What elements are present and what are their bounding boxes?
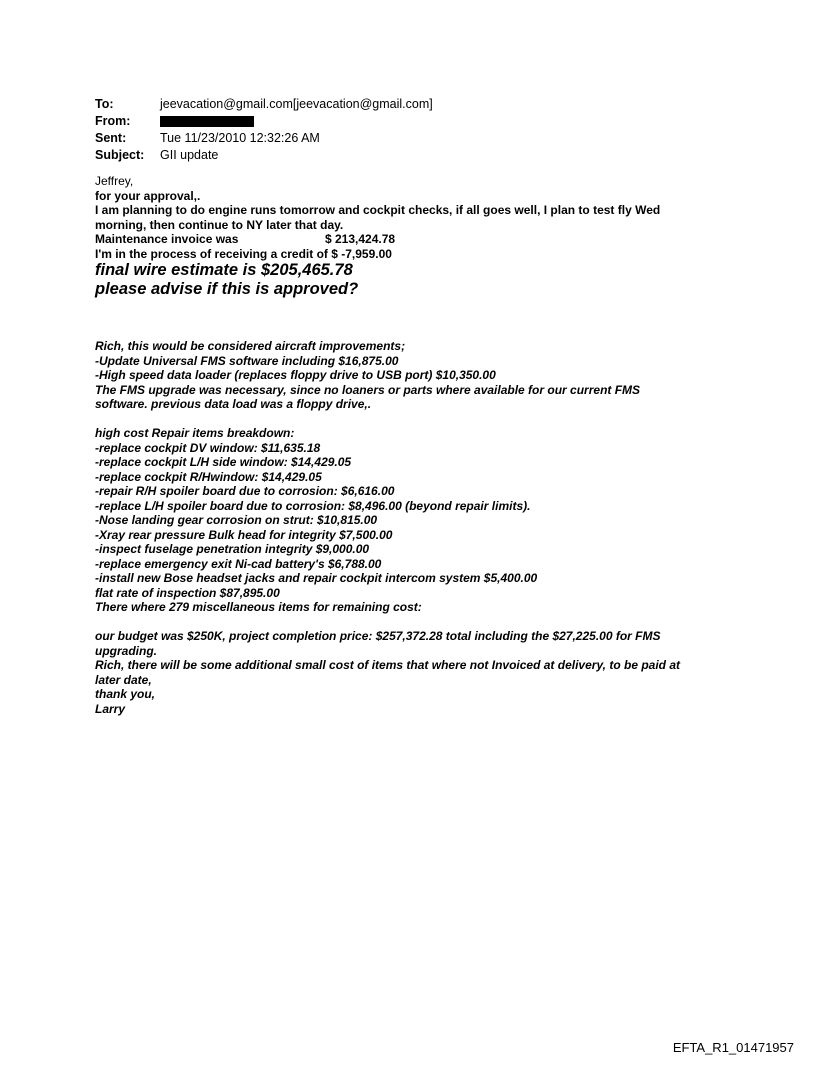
greeting: Jeffrey, (95, 174, 134, 188)
subject-label: Subject: (95, 148, 145, 162)
repair-line: -inspect fuselage penetration integrity $9,000.00 (95, 542, 370, 556)
closing-block (95, 629, 735, 716)
sent-label: Sent: (95, 131, 127, 145)
spacer (95, 412, 735, 427)
subject-row (95, 147, 433, 164)
sent-value: Tue 11/23/2010 12:32:26 AM (160, 131, 320, 145)
improvement-line: -Update Universal FMS software including $16,875.00 (95, 353, 399, 368)
subject-value: GII update (160, 148, 219, 162)
repair-line: -replace cockpit L/H side window: $14,429.05 (95, 455, 352, 469)
to-value: jeevacation@gmail.com[jeevacation@gmail.com] (160, 97, 433, 111)
spacer (95, 299, 735, 339)
estimate-line: final wire estimate is $205,465.78 (95, 261, 353, 279)
plan-line: I am planning to do engine runs tomorrow and cockpit checks, if all goes well, I plan to test fly Wed (95, 203, 661, 217)
repair-line: -replace L/H spoiler board due to corrosion: $8,496.00 (beyond repair limits). (95, 498, 531, 513)
repair-line: -Xray rear pressure Bulk head for integrity $7,500.00 (95, 527, 393, 542)
from-row (95, 113, 433, 130)
invoice-line (95, 232, 735, 247)
repair-line: -replace cockpit R/Hwindow: $14,429.05 (95, 469, 322, 484)
email-header (95, 96, 433, 164)
to-row (95, 96, 433, 113)
plan-line-cont: morning, then continue to NY later that day. (95, 217, 344, 232)
improvement-line: The FMS upgrade was necessary, since no loaners or parts where available for our current FMS (95, 382, 641, 397)
improvement-line: Rich, this would be considered aircraft improvements; (95, 339, 406, 353)
invoice-value: $ 213,424.78 (325, 232, 396, 246)
credit-line: I'm in the process of receiving a credit of $ -7,959.00 (95, 246, 392, 261)
repair-line: high cost Repair items breakdown: (95, 426, 295, 440)
approval-line: for your approval,. (95, 188, 201, 203)
improvement-line: -High speed data loader (replaces floppy drive to USB port) $10,350.00 (95, 368, 496, 382)
repair-line: -replace emergency exit Ni-cad battery's $6,788.00 (95, 556, 382, 571)
redaction-bar (160, 116, 254, 127)
repairs-block (95, 426, 735, 615)
invoice-label: Maintenance invoice was (95, 232, 239, 246)
repair-line: -repair R/H spoiler board due to corrosion: $6,616.00 (95, 484, 395, 498)
spacer (95, 615, 735, 630)
repair-line: flat rate of inspection $87,895.00 (95, 585, 280, 600)
repair-line: -install new Bose headset jacks and repair cockpit intercom system $5,400.00 (95, 571, 538, 585)
improvements-block (95, 339, 735, 412)
closing-line: thank you, (95, 687, 156, 701)
email-body (95, 174, 735, 716)
repair-line: -Nose landing gear corrosion on strut: $10,815.00 (95, 513, 378, 527)
closing-line: upgrading. (95, 643, 157, 658)
closing-line: Rich, there will be some additional small cost of items that where not Invoiced at delivery, to be paid at (95, 658, 681, 672)
approve-line: please advise if this is approved? (95, 280, 359, 298)
signature: Larry (95, 701, 126, 716)
improvement-line: software. previous data load was a floppy drive,. (95, 397, 372, 411)
repair-line: There where 279 miscellaneous items for remaining cost: (95, 600, 422, 614)
to-label: To: (95, 97, 114, 111)
sent-row (95, 130, 433, 147)
closing-line: our budget was $250K, project completion price: $257,372.28 total including the $27,225.00 for FMS (95, 629, 661, 643)
repair-line: -replace cockpit DV window: $11,635.18 (95, 440, 321, 455)
document-id: EFTA_R1_01471957 (672, 1040, 794, 1055)
closing-line: later date, (95, 672, 152, 687)
from-label: From: (95, 114, 131, 128)
